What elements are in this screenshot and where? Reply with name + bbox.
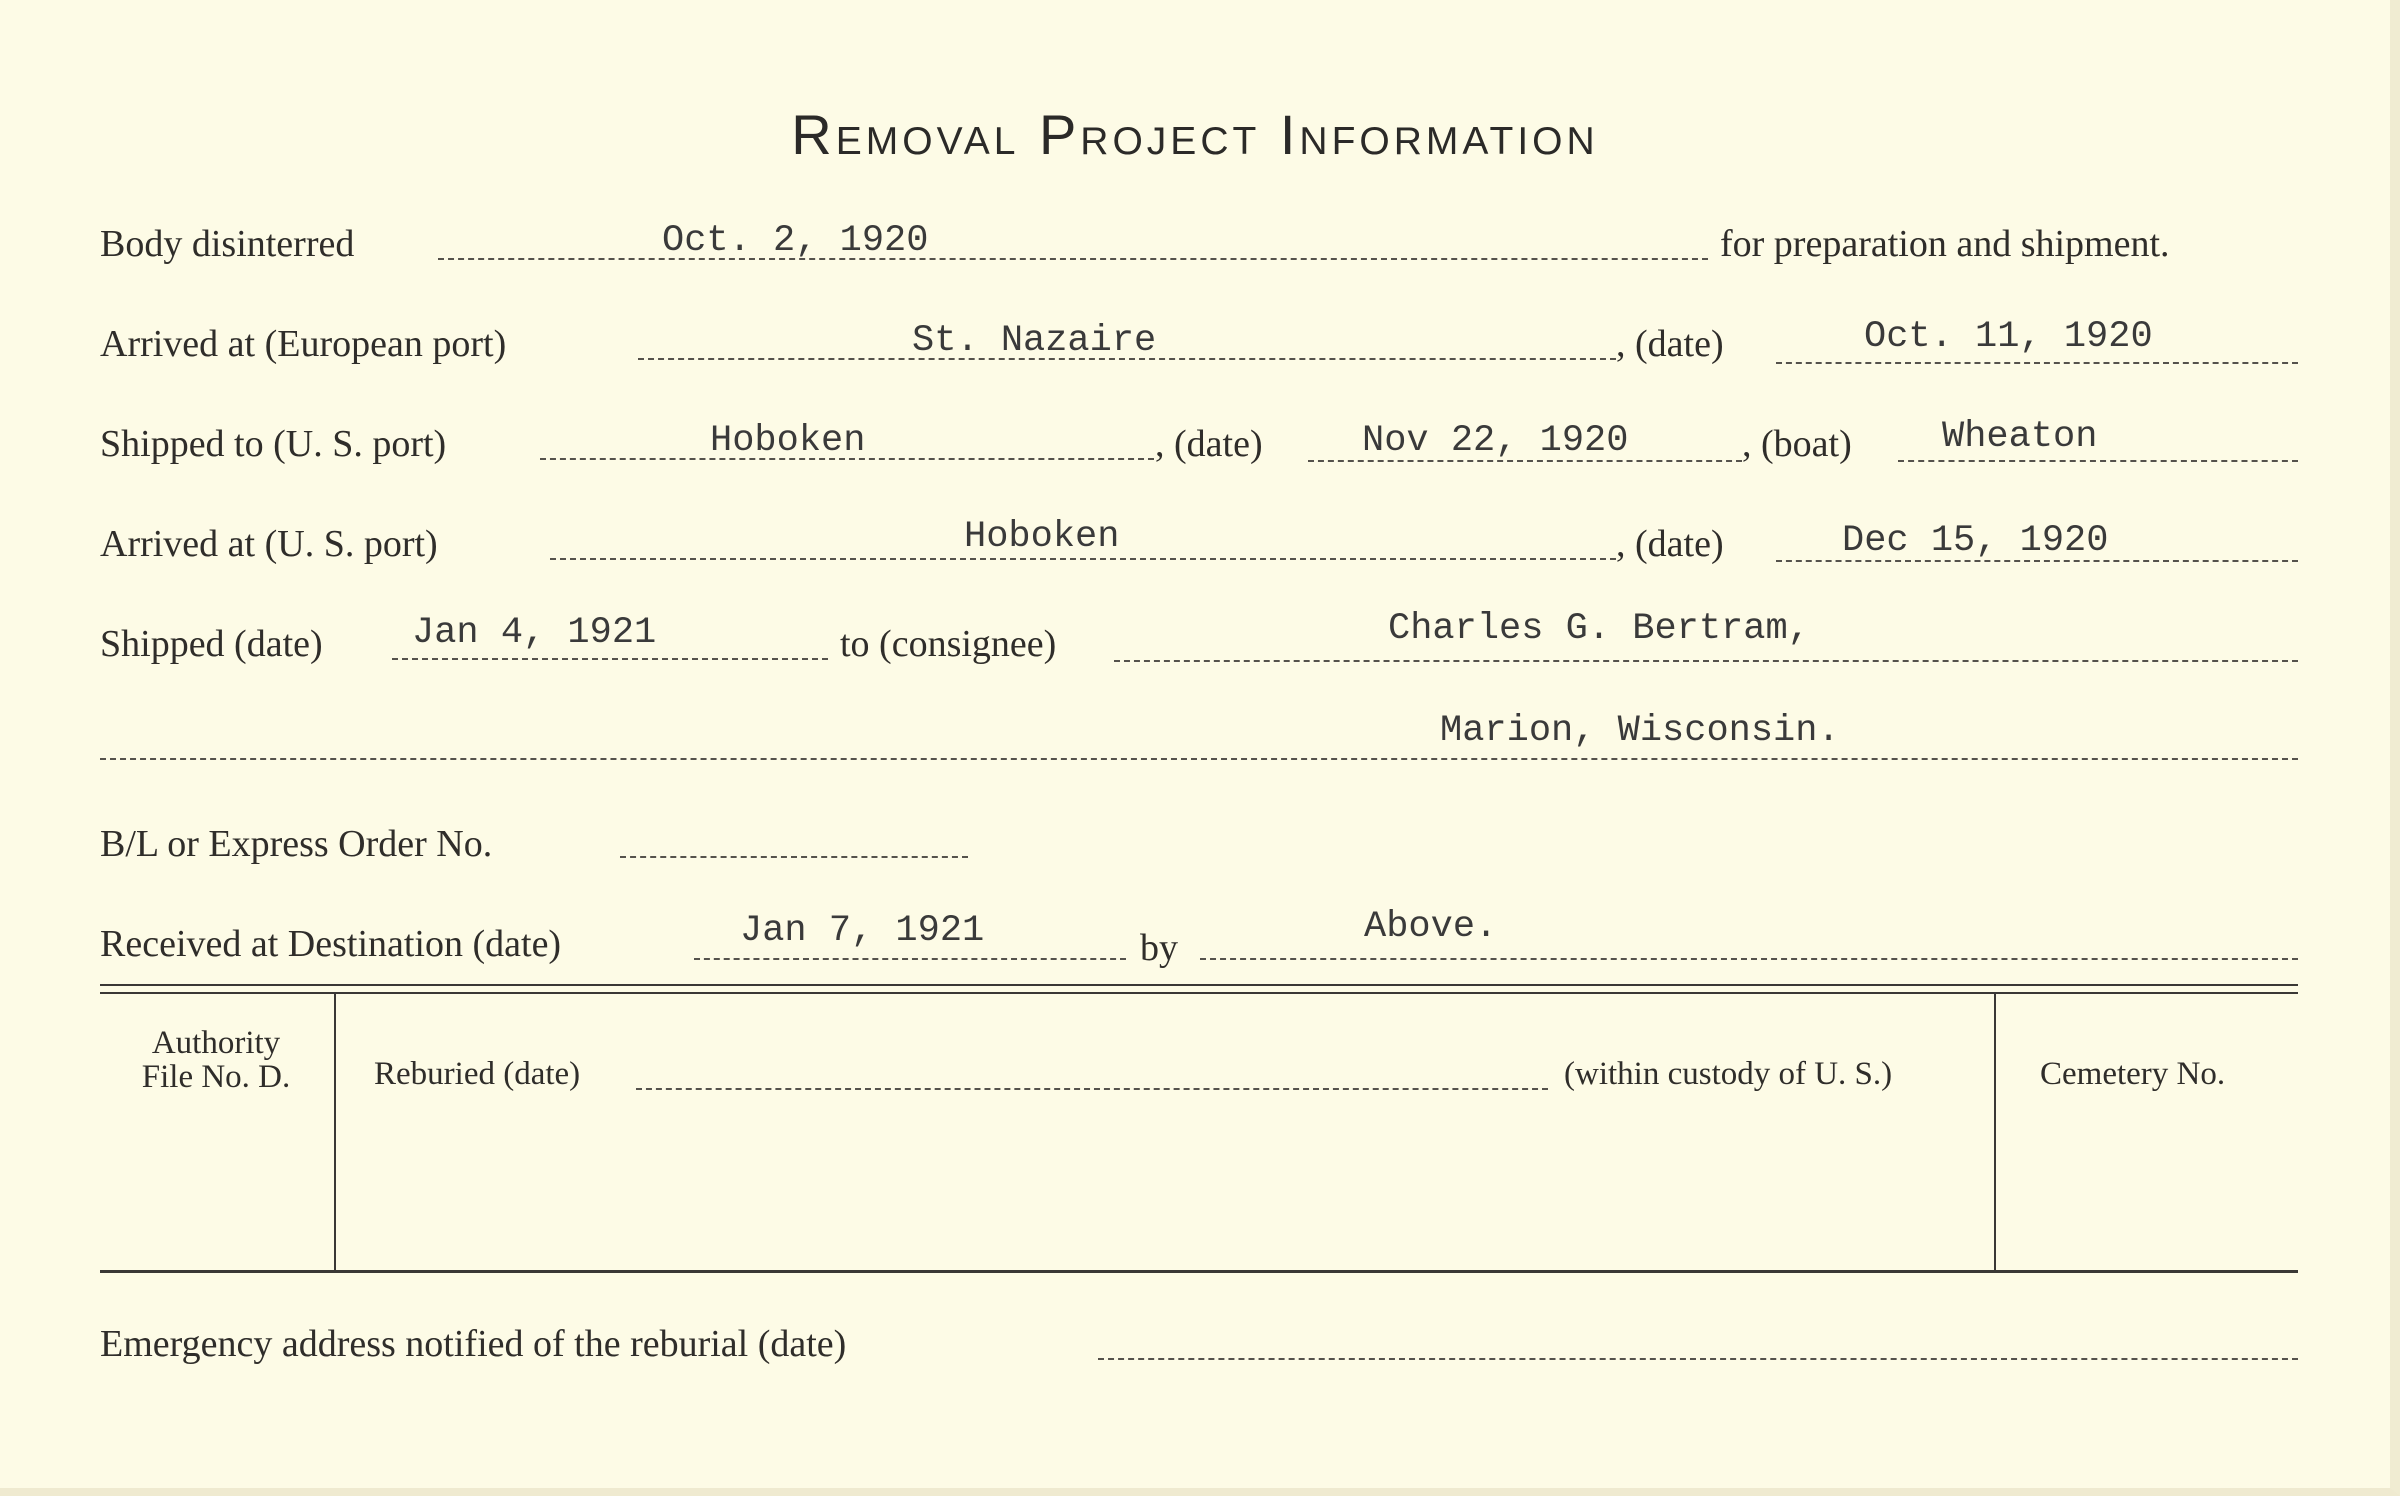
shipped-us-date-label: , (date) bbox=[1155, 423, 1263, 465]
shipped-us-boat-label: , (boat) bbox=[1742, 423, 1852, 465]
received-by-value: Above. bbox=[1364, 906, 1498, 948]
shipped-us-date-value: Nov 22, 1920 bbox=[1362, 420, 1629, 462]
shipped-us-label: Shipped to (U. S. port) bbox=[100, 423, 447, 465]
table-bottom-rule bbox=[100, 1270, 2298, 1273]
table-top-rule-2 bbox=[100, 992, 2298, 994]
received-label: Received at Destination (date) bbox=[100, 923, 562, 965]
consignee-value-line2: Marion, Wisconsin. bbox=[1440, 710, 1840, 752]
shipped-date-value: Jan 4, 1921 bbox=[412, 612, 657, 654]
arrived-us-line bbox=[550, 558, 1616, 560]
arrived-us-port-value: Hoboken bbox=[964, 516, 1120, 558]
disinterred-value: Oct. 2, 1920 bbox=[662, 220, 929, 262]
shipped-date-line bbox=[392, 658, 828, 660]
received-date-line bbox=[694, 958, 1126, 960]
authority-label-line2: File No. D. bbox=[141, 1059, 291, 1095]
authority-label-line1: Authority bbox=[151, 1025, 281, 1061]
reburied-label: Reburied (date) bbox=[374, 1056, 581, 1092]
shipped-date-label: Shipped (date) bbox=[100, 623, 323, 665]
form-title: Removal Project Information bbox=[791, 103, 1599, 166]
arrived-us-date-label: , (date) bbox=[1616, 523, 1724, 565]
custody-label: (within custody of U. S.) bbox=[1564, 1056, 1893, 1092]
disinterred-label: Body disinterred bbox=[100, 223, 355, 265]
bl-label: B/L or Express Order No. bbox=[100, 823, 493, 865]
reburied-line bbox=[636, 1088, 1548, 1090]
arrived-us-label: Arrived at (U. S. port) bbox=[100, 523, 438, 565]
arrived-eu-label: Arrived at (European port) bbox=[100, 323, 507, 365]
consignee-value-line1: Charles G. Bertram, bbox=[1388, 608, 1810, 650]
arrived-eu-date-label: , (date) bbox=[1616, 323, 1724, 365]
received-by-line bbox=[1200, 958, 2298, 960]
shipped-us-boat-line bbox=[1898, 460, 2298, 462]
authority-label bbox=[110, 1026, 322, 1094]
arrived-eu-date-line bbox=[1776, 362, 2298, 364]
arrived-eu-date-value: Oct. 11, 1920 bbox=[1864, 316, 2153, 358]
emergency-label: Emergency address notified of the reburial (date) bbox=[100, 1323, 847, 1365]
disinterred-line bbox=[438, 258, 1708, 260]
bl-line bbox=[620, 856, 968, 858]
arrived-eu-port-value: St. Nazaire bbox=[912, 320, 1157, 362]
table-top-rule-1 bbox=[100, 984, 2298, 986]
table-divider-right bbox=[1994, 994, 1996, 1270]
arrived-us-date-value: Dec 15, 1920 bbox=[1842, 520, 2109, 562]
table-divider-left bbox=[334, 994, 336, 1270]
consignee-line-2 bbox=[100, 758, 2298, 760]
emergency-line bbox=[1098, 1358, 2298, 1360]
received-date-value: Jan 7, 1921 bbox=[740, 910, 985, 952]
disinterred-suffix: for preparation and shipment. bbox=[1720, 223, 2170, 265]
cemetery-label: Cemetery No. bbox=[2040, 1056, 2226, 1092]
shipped-us-port-value: Hoboken bbox=[710, 420, 866, 462]
consignee-line bbox=[1114, 660, 2298, 662]
shipped-us-boat-value: Wheaton bbox=[1942, 416, 2098, 458]
consignee-label: to (consignee) bbox=[840, 623, 1057, 665]
received-by-label: by bbox=[1140, 927, 1178, 969]
